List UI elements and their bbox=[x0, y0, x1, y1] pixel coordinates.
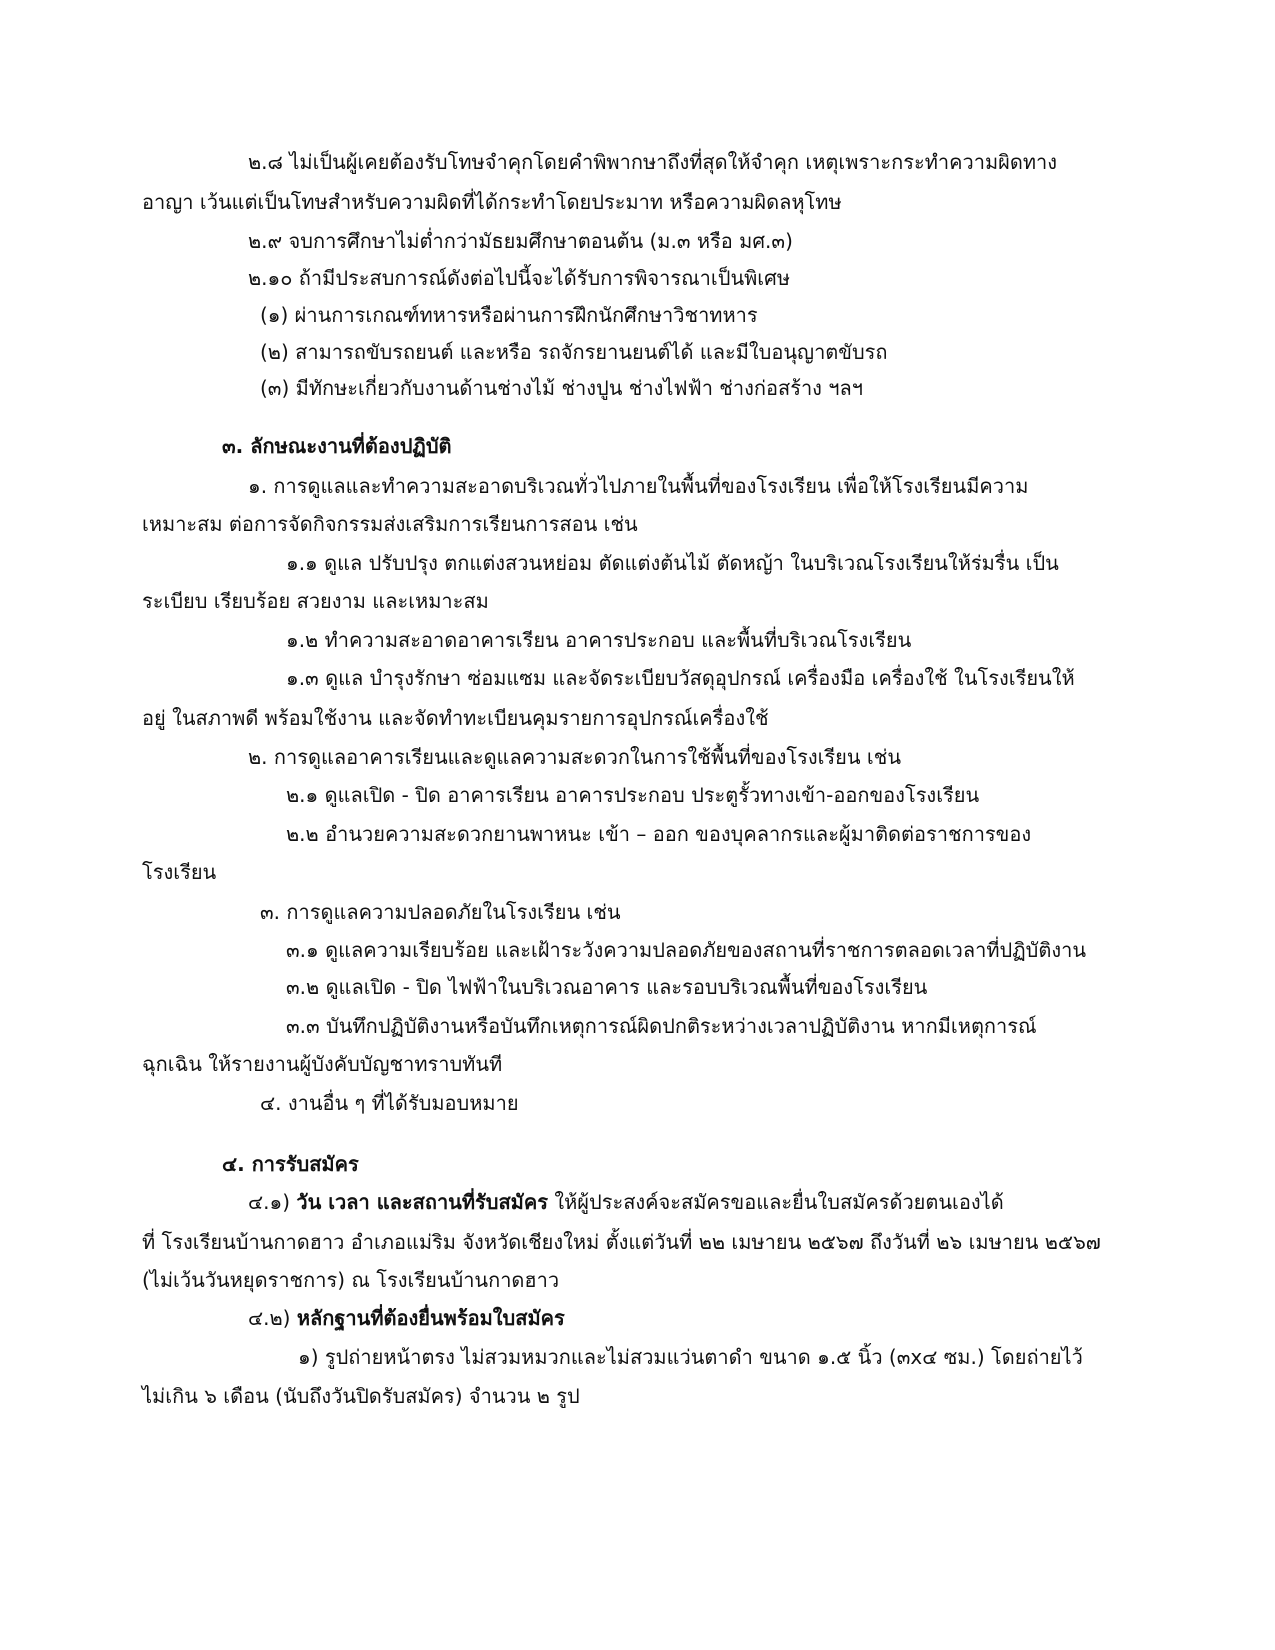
section-4-heading: ๔. การรับสมัคร bbox=[222, 1152, 359, 1176]
section-3-heading: ๓. ลักษณะงานที่ต้องปฏิบัติ bbox=[222, 434, 452, 458]
document-1-line-1: ๑) รูปถ่ายหน้าตรง ไม่สวมหมวกและไม่สวมแว่นตาดำ ขนาด ๑.๕ นิ้ว (๓x๔ ซม.) โดยถ่ายไว้ bbox=[298, 1345, 1083, 1369]
section-3-item-1-2: ๑.๒ ทำความสะอาดอาคารเรียน อาคารประกอบ และพื้นที่บริเวณโรงเรียน bbox=[286, 628, 912, 652]
item-2-10-sub-2: (๒) สามารถขับรถยนต์ และหรือ รถจักรยานยนต์ได้ และมีใบอนุญาตขับรถ bbox=[260, 340, 888, 364]
item-2-10-sub-1: (๑) ผ่านการเกณฑ์ทหารหรือผ่านการฝึกนักศึกษาวิชาทหาร bbox=[260, 303, 758, 327]
section-3-item-1-3-line-1: ๑.๓ ดูแล บำรุงรักษา ซ่อมแซม และจัดระเบียบวัสดุอุปกรณ์ เครื่องมือ เครื่องใช้ ในโรงเรียนให้ bbox=[286, 666, 1075, 690]
section-3-item-1-line-2: เหมาะสม ต่อการจัดกิจกรรมส่งเสริมการเรียนการสอน เช่น bbox=[142, 512, 638, 536]
section-3-item-3: ๓. การดูแลความปลอดภัยในโรงเรียน เช่น bbox=[260, 900, 621, 924]
item-2-8-line-2: อาญา เว้นแต่เป็นโทษสำหรับความผิดที่ได้กระทำโดยประมาท หรือความผิดลหุโทษ bbox=[142, 190, 842, 214]
section-3-item-2-2-line-1: ๒.๒ อำนวยความสะดวกยานพาหนะ เข้า – ออก ของบุคลากรและผู้มาติดต่อราชการของ bbox=[286, 822, 1032, 846]
section-3-item-2: ๒. การดูแลอาคารเรียนและดูแลความสะดวกในการใช้พื้นที่ของโรงเรียน เช่น bbox=[248, 745, 902, 769]
section-3-item-1-line-1: ๑. การดูแลและทำความสะอาดบริเวณทั่วไปภายในพื้นที่ของโรงเรียน เพื่อให้โรงเรียนมีความ bbox=[248, 474, 1029, 498]
section-3-item-1-1-line-2: ระเบียบ เรียบร้อย สวยงาม และเหมาะสม bbox=[142, 589, 489, 613]
section-3-item-4: ๔. งานอื่น ๆ ที่ได้รับมอบหมาย bbox=[260, 1091, 519, 1115]
section-4-1-line-3: (ไม่เว้นวันหยุดราชการ) ณ โรงเรียนบ้านกาดฮาว bbox=[142, 1268, 560, 1292]
document-1-line-2: ไม่เกิน ๖ เดือน (นับถึงวันปิดรับสมัคร) จำนวน ๒ รูป bbox=[142, 1384, 580, 1408]
section-3-item-1-3-line-2: อยู่ ในสภาพดี พร้อมใช้งาน และจัดทำทะเบียนคุมรายการอุปกรณ์เครื่องใช้ bbox=[142, 706, 769, 730]
item-2-10-sub-3: (๓) มีทักษะเกี่ยวกับงานด้านช่างไม้ ช่างปูน ช่างไฟฟ้า ช่างก่อสร้าง ฯลฯ bbox=[260, 376, 864, 400]
item-2-8-line-1: ๒.๘ ไม่เป็นผู้เคยต้องรับโทษจำคุกโดยคำพิพากษาถึงที่สุดให้จำคุก เหตุเพราะกระทำความผิดทาง bbox=[248, 150, 1058, 174]
section-4-1-text: ให้ผู้ประสงค์จะสมัครขอและยื่นใบสมัครด้วยตนเองได้ bbox=[554, 1190, 1004, 1214]
section-3-item-2-2-line-2: โรงเรียน bbox=[142, 860, 217, 884]
section-4-1-line-2: ที่ โรงเรียนบ้านกาดฮาว อำเภอแม่ริม จังหวัดเชียงใหม่ ตั้งแต่วันที่ ๒๒ เมษายน ๒๕๖๗ ถึงวันที่ ๒๖ เมษายน ๒๕๖๗ bbox=[142, 1230, 1101, 1254]
section-3-item-3-3-line-1: ๓.๓ บันทึกปฏิบัติงานหรือบันทึกเหตุการณ์ผิดปกติระหว่างเวลาปฏิบัติงาน หากมีเหตุการณ์ bbox=[286, 1014, 1037, 1038]
section-3-item-1-1-line-1: ๑.๑ ดูแล ปรับปรุง ตกแต่งสวนหย่อม ตัดแต่งต้นไม้ ตัดหญ้า ในบริเวณโรงเรียนให้ร่มรื่น เป็น bbox=[286, 551, 1059, 575]
section-4-1-title: วัน เวลา และสถานที่รับสมัคร bbox=[296, 1190, 548, 1214]
section-4-2-number: ๔.๒) bbox=[248, 1306, 291, 1330]
section-3-item-2-1: ๒.๑ ดูแลเปิด - ปิด อาคารเรียน อาคารประกอบ ประตูรั้วทางเข้า-ออกของโรงเรียน bbox=[286, 783, 980, 807]
item-2-10: ๒.๑๐ ถ้ามีประสบการณ์ดังต่อไปนี้จะได้รับการพิจารณาเป็นพิเศษ bbox=[248, 266, 791, 290]
section-4-2-title: หลักฐานที่ต้องยื่นพร้อมใบสมัคร bbox=[296, 1306, 565, 1330]
section-4-2-line bbox=[248, 1308, 565, 1328]
item-2-9: ๒.๙ จบการศึกษาไม่ต่ำกว่ามัธยมศึกษาตอนต้น (ม.๓ หรือ มศ.๓) bbox=[248, 229, 793, 253]
section-4-1-number: ๔.๑) bbox=[248, 1190, 290, 1214]
section-3-item-3-2: ๓.๒ ดูแลเปิด - ปิด ไฟฟ้าในบริเวณอาคาร และรอบบริเวณพื้นที่ของโรงเรียน bbox=[286, 975, 928, 999]
section-3-item-3-1: ๓.๑ ดูแลความเรียบร้อย และเฝ้าระวังความปลอดภัยของสถานที่ราชการตลอดเวลาที่ปฏิบัติงาน bbox=[286, 938, 1087, 962]
section-3-item-3-3-line-2: ฉุกเฉิน ให้รายงานผู้บังคับบัญชาทราบทันที bbox=[142, 1052, 503, 1076]
section-4-1-line-1 bbox=[248, 1192, 1004, 1212]
